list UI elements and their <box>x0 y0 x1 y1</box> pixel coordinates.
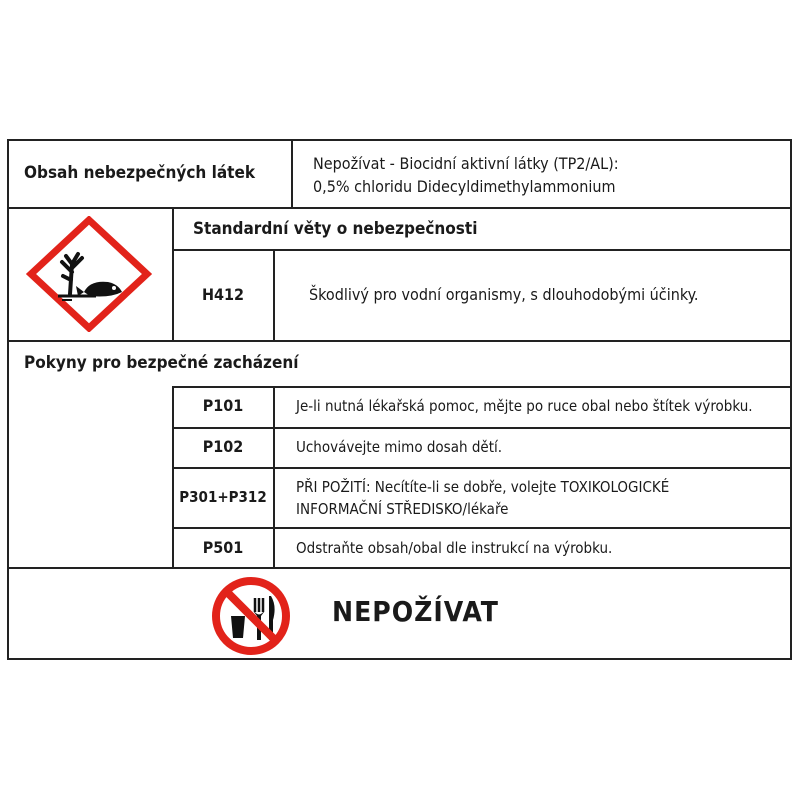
divider <box>7 207 792 209</box>
no-eating-drinking-icon <box>211 576 291 656</box>
divider <box>172 467 792 469</box>
do-not-consume-warning: NEPOŽÍVAT <box>332 595 499 628</box>
precaution-code: P102 <box>202 437 244 456</box>
precaution-code: P301+P312 <box>179 488 267 506</box>
divider <box>172 427 792 429</box>
divider <box>273 386 275 567</box>
precaution-text: INFORMAČNÍ STŘEDISKO/lékaře <box>296 500 509 518</box>
precaution-code: P501 <box>202 538 244 557</box>
hazard-statements-title: Standardní věty o nebezpečnosti <box>193 219 478 239</box>
precaution-code: P101 <box>202 396 244 415</box>
precaution-text: PŘI POŽITÍ: Necítíte-li se dobře, volejte TOXIKOLOGICKÉ <box>296 478 670 496</box>
divider <box>7 340 792 342</box>
divider <box>172 207 174 340</box>
hazard-code: H412 <box>201 285 245 304</box>
precautions-title: Pokyny pro bezpečné zacházení <box>24 353 299 373</box>
precaution-text: Odstraňte obsah/obal dle instrukcí na výrobku. <box>296 539 613 557</box>
environment-hazard-icon <box>26 216 152 332</box>
divider <box>291 139 293 207</box>
divider <box>172 386 792 388</box>
substance-content-line-1: Nepožívat - Biocidní aktivní látky (TP2/AL): <box>313 154 619 173</box>
precaution-text: Uchovávejte mimo dosah dětí. <box>296 438 503 456</box>
substance-content-line-2: 0,5% chloridu Didecyldimethylammonium <box>313 177 616 196</box>
precaution-text: Je-li nutná lékařská pomoc, mějte po ruce obal nebo štítek výrobku. <box>296 397 753 415</box>
divider <box>172 249 792 251</box>
hazard-text: Škodlivý pro vodní organismy, s dlouhodobými účinky. <box>309 285 699 304</box>
hazardous-substances-title: Obsah nebezpečných látek <box>24 163 256 183</box>
divider <box>7 567 792 569</box>
divider <box>172 527 792 529</box>
divider <box>273 249 275 340</box>
